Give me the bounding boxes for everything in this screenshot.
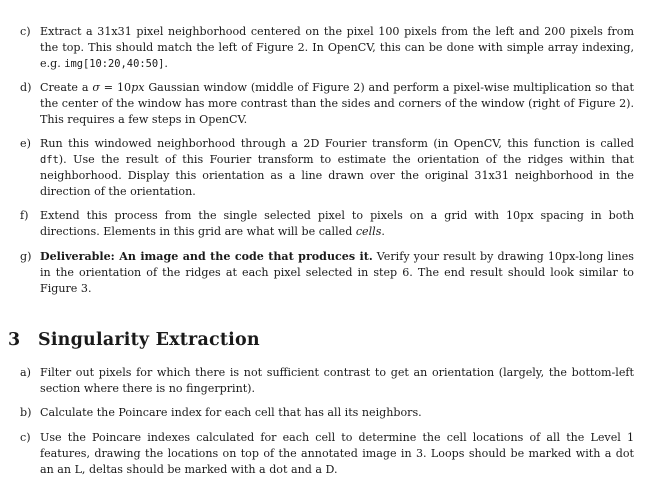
list-marker: b) [20, 406, 32, 419]
list-item-f [20, 208, 634, 240]
list-marker: c) [20, 431, 31, 444]
deliverable-label: Deliverable: An image and the code that produces it. [40, 250, 373, 263]
math-equals: = 10 [99, 81, 132, 94]
list-item-c2 [20, 430, 634, 478]
list-item-b [20, 405, 634, 421]
emphasis-cells: cells [355, 225, 382, 238]
list-item-text: Use the Poincare indexes calculated for each cell to determine the cell locations of all the Level 1 features, drawing the locations on top of the annotated image in 3. Loops should be marked with a dot an an L, deltas should be marked with a dot and a D. [40, 431, 634, 476]
list-item-text: Deliverable: An image and the code that produces it. Verify your result by drawing 10px-long lines in the orientation of the ridges at each pixel selected in step 6. The end result should look similar to Figure 3. [40, 250, 634, 295]
list-item-text: Calculate the Poincare index for each cell that has all its neighbors. [40, 406, 422, 419]
list-marker: g) [20, 250, 32, 263]
list-item-text: Extract a 31x31 pixel neighborhood centered on the pixel 100 pixels from the left and 200 pixels from the top. This should match the left of Figure 2. In OpenCV, this can be done with simple array indexing, e.g. img[10:20,40:50]. [40, 25, 634, 70]
list-marker: e) [20, 137, 31, 150]
list-item-a [20, 365, 634, 397]
list-item-text: Filter out pixels for which there is not sufficient contrast to get an orientation (largely, the bottom-left section where there is no fingerprint). [40, 366, 634, 395]
list-item-text: Extend this process from the single selected pixel to pixels on a grid with 10px spacing in both directions. Elements in this grid are what will be called cells. [40, 209, 634, 238]
list-item-e [20, 136, 634, 200]
list-marker: c) [20, 25, 31, 38]
list-item-c [20, 24, 634, 72]
list-item-text: Run this windowed neighborhood through a 2D Fourier transform (in OpenCV, this function is called dft). Use the result of this Fourier transform to estimate the orientation of the ridges within that neighborhood. Display this orientation as a line drawn over the original 31x31 neighborhood in the direction of the orientation. [40, 137, 634, 198]
list-item-d [20, 80, 634, 128]
math-sigma: σ [92, 81, 100, 94]
section-heading [8, 330, 260, 350]
inline-code-dft: dft [40, 154, 59, 166]
section-number: 3 [8, 330, 21, 350]
math-unit-px: px [131, 81, 145, 94]
list-marker: f) [20, 209, 29, 222]
list-item-g [20, 249, 634, 297]
inline-code-array-index: img[10:20,40:50] [64, 58, 165, 70]
section-title: Singularity Extraction [38, 330, 260, 350]
list-marker: a) [20, 366, 31, 379]
list-marker: d) [20, 81, 32, 94]
list-item-text: Create a σ = 10px Gaussian window (middle of Figure 2) and perform a pixel-wise multiplication so that the center of the window has more contrast than the sides and corners of the window (right of Figure 2). This requires a few steps in OpenCV. [40, 81, 635, 126]
